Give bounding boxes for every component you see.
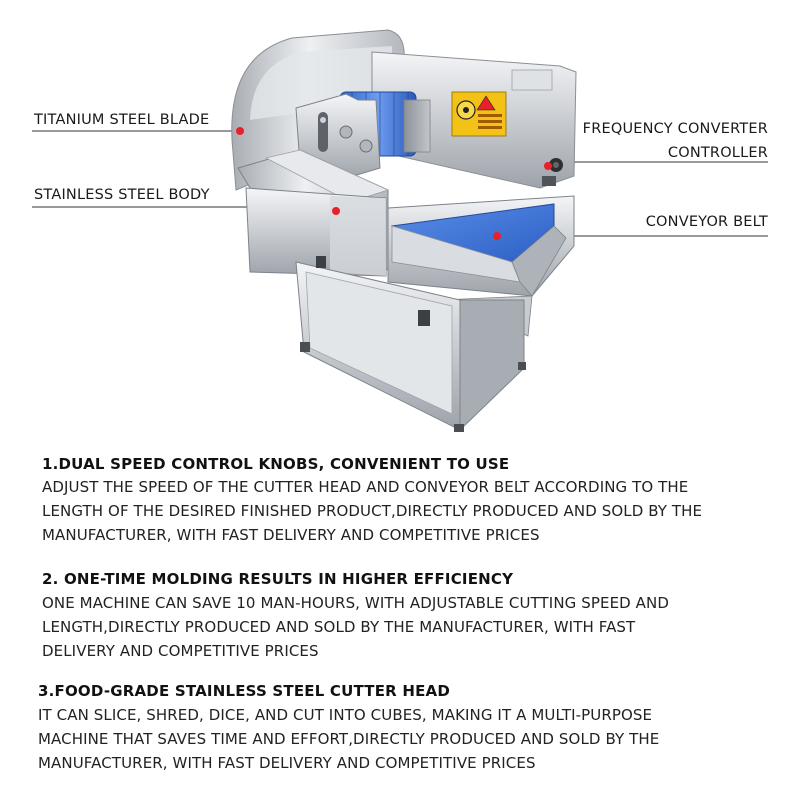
- feature-3-line-3: MANUFACTURER, WITH FAST DELIVERY AND COMPETITIVE PRICES: [38, 754, 536, 772]
- feature-1-line-3: MANUFACTURER, WITH FAST DELIVERY AND COMPETITIVE PRICES: [42, 526, 540, 544]
- feature-2-title: 2. ONE-TIME MOLDING RESULTS IN HIGHER EFFICIENCY: [42, 570, 514, 588]
- callout-body-label: STAINLESS STEEL BODY: [34, 187, 210, 203]
- feature-2-line-3: DELIVERY AND COMPETITIVE PRICES: [42, 642, 319, 660]
- callout-blade-label: TITANIUM STEEL BLADE: [34, 112, 210, 128]
- feature-2-line-1: ONE MACHINE CAN SAVE 10 MAN-HOURS, WITH ADJUSTABLE CUTTING SPEED AND: [42, 594, 669, 612]
- marker-conveyor: [493, 232, 501, 240]
- callout-converter-label-2: CONTROLLER: [667, 145, 768, 161]
- feature-3-line-2: MACHINE THAT SAVES TIME AND EFFORT,DIRECTLY PRODUCED AND SOLD BY THE: [38, 730, 660, 748]
- marker-converter: [544, 162, 552, 170]
- feature-2-line-2: LENGTH,DIRECTLY PRODUCED AND SOLD BY THE MANUFACTURER, WITH FAST: [42, 618, 636, 636]
- feature-1-line-2: LENGTH OF THE DESIRED FINISHED PRODUCT,DIRECTLY PRODUCED AND SOLD BY THE: [42, 502, 703, 520]
- feature-1-line-1: ADJUST THE SPEED OF THE CUTTER HEAD AND CONVEYOR BELT ACCORDING TO THE: [42, 478, 689, 496]
- feature-3-line-1: IT CAN SLICE, SHRED, DICE, AND CUT INTO CUBES, MAKING IT A MULTI-PURPOSE: [38, 706, 653, 724]
- marker-body: [332, 207, 340, 215]
- feature-3-title: 3.FOOD-GRADE STAINLESS STEEL CUTTER HEAD: [38, 682, 450, 700]
- callout-conveyor-label: CONVEYOR BELT: [645, 214, 768, 230]
- feature-1-title: 1.DUAL SPEED CONTROL KNOBS, CONVENIENT TO USE: [42, 455, 510, 473]
- marker-blade: [236, 127, 244, 135]
- callout-converter-label-1: FREQUENCY CONVERTER: [582, 121, 768, 137]
- warning-label: [452, 92, 506, 136]
